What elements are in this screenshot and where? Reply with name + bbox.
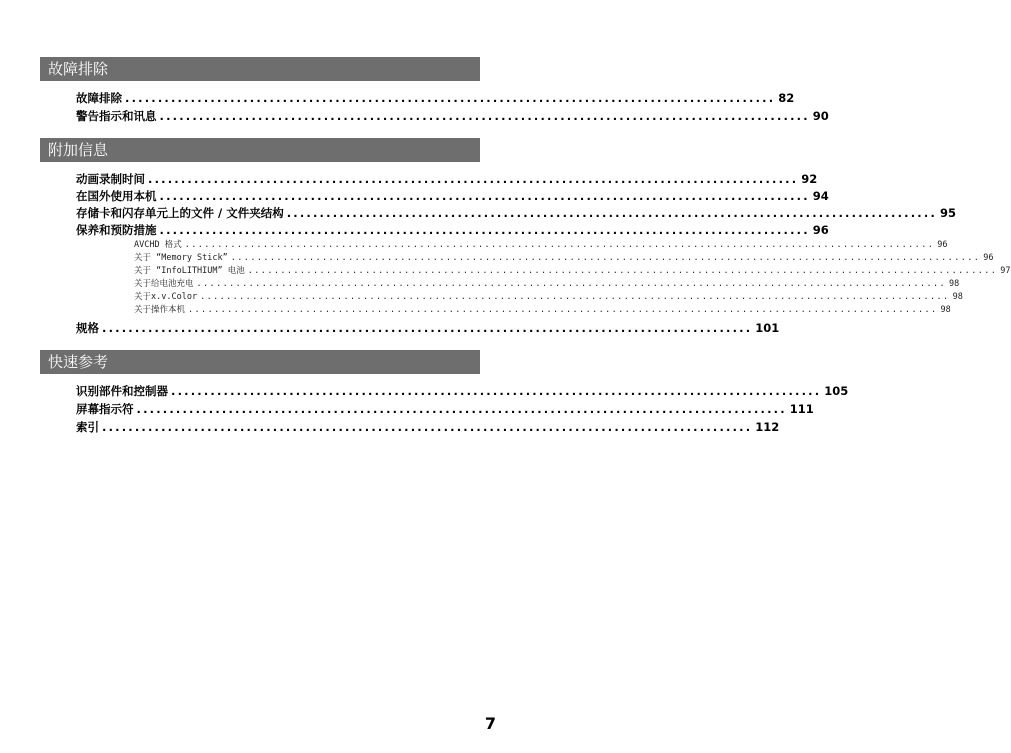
toc-subentry-label: AVCHD 格式 — [134, 240, 182, 250]
toc-entry[interactable] — [76, 383, 849, 399]
toc-entry-label: 识别部件和控制器 — [76, 384, 168, 398]
toc-entry-label: 警告指示和讯息 — [76, 109, 157, 123]
toc-entry[interactable] — [76, 205, 957, 221]
toc-entry-page: 90 — [812, 109, 829, 123]
toc-subentry-page: 97 — [1000, 266, 1011, 276]
toc-subentry[interactable] — [134, 304, 951, 316]
toc-subentry-label: 关于 “InfoLITHIUM” 电池 — [134, 266, 245, 276]
toc-entry[interactable] — [76, 401, 814, 417]
leader-dots: ................................................................................................................... — [196, 279, 947, 289]
toc-subentry-label: 关于操作本机 — [134, 305, 186, 315]
toc-subentry[interactable] — [134, 278, 960, 290]
toc-entry-label: 动画录制时间 — [76, 172, 145, 186]
toc-subentry[interactable] — [134, 291, 963, 303]
toc-entry-page: 94 — [812, 189, 829, 203]
leader-dots: ................................................................................................... — [125, 91, 776, 105]
toc-subentry[interactable] — [134, 252, 994, 264]
toc-entry-page: 96 — [812, 223, 829, 237]
toc-subentry-label: 关于x.v.Color — [134, 292, 198, 302]
toc-subentry-page: 96 — [983, 253, 994, 263]
leader-dots: ................................................................................................... — [286, 206, 938, 220]
leader-dots: ................................................................................................... — [102, 321, 753, 335]
toc-entry-page: 111 — [789, 402, 814, 416]
toc-subentry-page: 98 — [949, 279, 960, 289]
leader-dots: ................................................................................................... — [148, 172, 799, 186]
toc-entry[interactable] — [76, 90, 795, 106]
toc-subentry[interactable] — [134, 239, 948, 251]
toc-entry-label: 保养和预防措施 — [76, 223, 157, 237]
toc-entry-label: 屏幕指示符 — [76, 402, 134, 416]
toc-entry[interactable] — [76, 171, 818, 187]
leader-dots: ................................................................................................................... — [230, 253, 981, 263]
leader-dots: ................................................................................................................... — [184, 240, 935, 250]
section-header-quick-reference: 快速参考 — [40, 350, 480, 374]
leader-dots: ................................................................................................... — [102, 420, 753, 434]
toc-entry-label: 规格 — [76, 321, 99, 335]
toc-subentry-page: 96 — [937, 240, 948, 250]
toc-entry[interactable] — [76, 188, 829, 204]
toc-entry[interactable] — [76, 108, 829, 124]
leader-dots: ................................................................................................... — [159, 223, 810, 237]
toc-subentry-label: 关于 “Memory Stick” — [134, 253, 228, 263]
leader-dots: ................................................................................................... — [171, 384, 822, 398]
leader-dots: ................................................................................................... — [159, 109, 810, 123]
toc-entry-label: 索引 — [76, 420, 99, 434]
toc-entry-page: 95 — [940, 206, 957, 220]
toc-entry[interactable] — [76, 320, 780, 336]
leader-dots: ................................................................................................................... — [200, 292, 950, 302]
toc-entry[interactable] — [76, 222, 829, 238]
toc-entry-label: 在国外使用本机 — [76, 189, 157, 203]
toc-entry-label: 故障排除 — [76, 91, 122, 105]
toc-entry-page: 92 — [801, 172, 818, 186]
toc-subentry-page: 98 — [952, 292, 963, 302]
leader-dots: ................................................................................................... — [136, 402, 787, 416]
toc-entry-label: 存储卡和闪存单元上的文件 / 文件夹结构 — [76, 206, 284, 220]
leader-dots: ................................................................................................................... — [247, 266, 998, 276]
toc-subentry-page: 98 — [940, 305, 951, 315]
toc-subentry-label: 关于给电池充电 — [134, 279, 194, 289]
toc-entry[interactable] — [76, 419, 780, 435]
section-header-troubleshooting: 故障排除 — [40, 57, 480, 81]
toc-entry-page: 101 — [755, 321, 780, 335]
toc-entry-page: 82 — [778, 91, 795, 105]
section-header-additional-info: 附加信息 — [40, 138, 480, 162]
toc-subentry[interactable] — [134, 265, 1011, 277]
leader-dots: ................................................................................................... — [159, 189, 810, 203]
leader-dots: ................................................................................................................... — [188, 305, 938, 315]
page-number: 7 — [484, 714, 496, 733]
toc-entry-page: 112 — [755, 420, 780, 434]
toc-entry-page: 105 — [824, 384, 849, 398]
